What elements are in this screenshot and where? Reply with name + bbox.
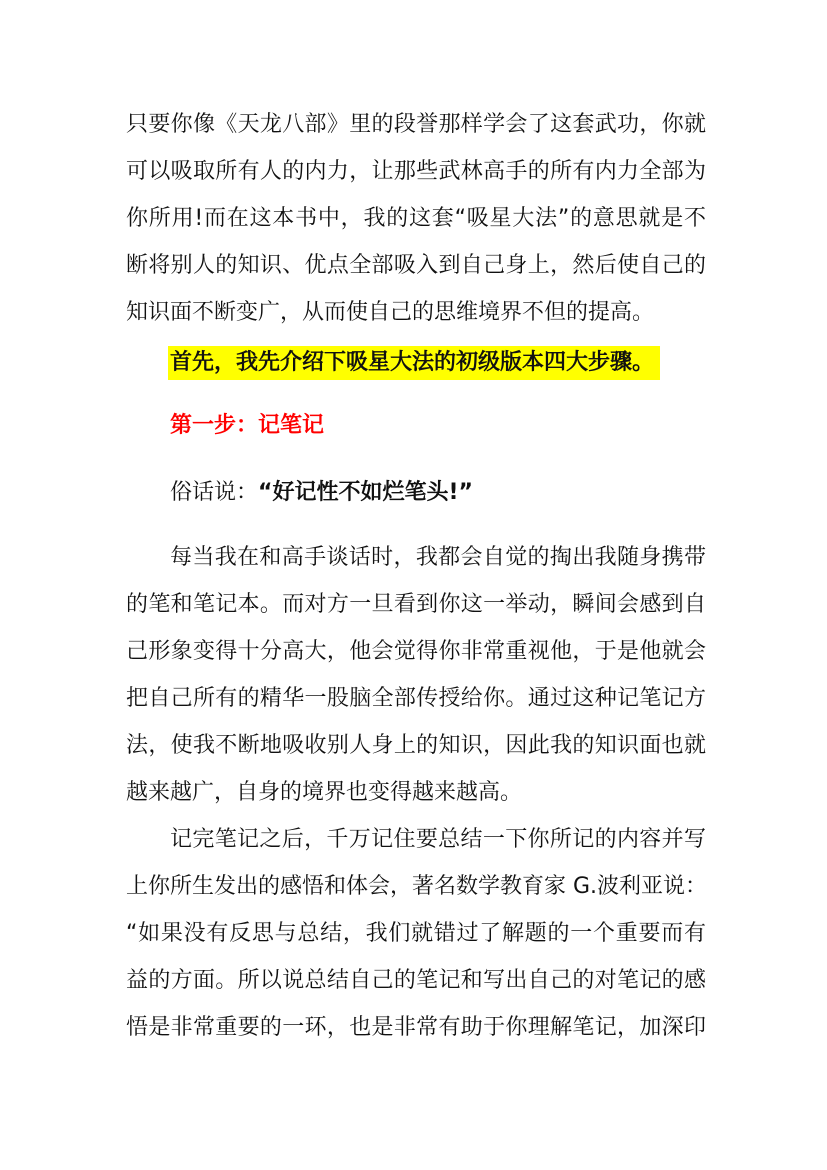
text-line: 把自己所有的精华一股脑全部传授给你。通过这种记笔记方 — [126, 686, 706, 711]
proverb-line — [170, 478, 473, 508]
text-line: “如果没有反思与总结，我们就错过了解题的一个重要而有 — [126, 921, 706, 946]
proverb-prefix: 俗话说： — [170, 480, 259, 505]
step-one-heading: 第一步：记笔记 — [170, 413, 325, 438]
highlighted-intro: 首先，我先介绍下吸星大法的初级版本四大步骤。 — [168, 346, 660, 380]
proverb-quote: “好记性不如烂笔头!” — [258, 480, 473, 505]
text-line: 知识面不断变广，从而使自己的思维境界不但的提高。 — [126, 300, 655, 325]
text-line: 益的方面。所以说总结自己的笔记和写出自己的对笔记的感 — [126, 968, 706, 993]
text-line: 你所用!而在这本书中，我的这套“吸星大法”的意思就是不 — [126, 206, 706, 231]
text-line: 断将别人的知识、优点全部吸入到自己身上，然后使自己的 — [126, 253, 706, 278]
text-line: 法，使我不断地吸收别人身上的知识，因此我的知识面也就 — [126, 733, 706, 758]
text-line: 越来越广，自身的境界也变得越来越高。 — [126, 780, 523, 805]
text-line: 记完笔记之后，千万记住要总结一下你所记的内容并写 — [170, 827, 706, 852]
text-line: 只要你像《天龙八部》里的段誉那样学会了这套武功，你就 — [126, 112, 706, 137]
text-line: 每当我在和高手谈话时，我都会自觉的掏出我随身携带 — [170, 545, 706, 570]
text-line: 可以吸取所有人的内力，让那些武林高手的所有内力全部为 — [126, 159, 706, 184]
text-line: 悟是非常重要的一环，也是非常有助于你理解笔记，加深印 — [126, 1015, 706, 1040]
text-line: 上你所生发出的感悟和体会，著名数学教育家 G.波利亚说： — [126, 874, 708, 899]
text-line: 己形象变得十分高大，他会觉得你非常重视他，于是他就会 — [126, 639, 706, 664]
text-line: 的笔和笔记本。而对方一旦看到你这一举动，瞬间会感到自 — [126, 592, 706, 617]
